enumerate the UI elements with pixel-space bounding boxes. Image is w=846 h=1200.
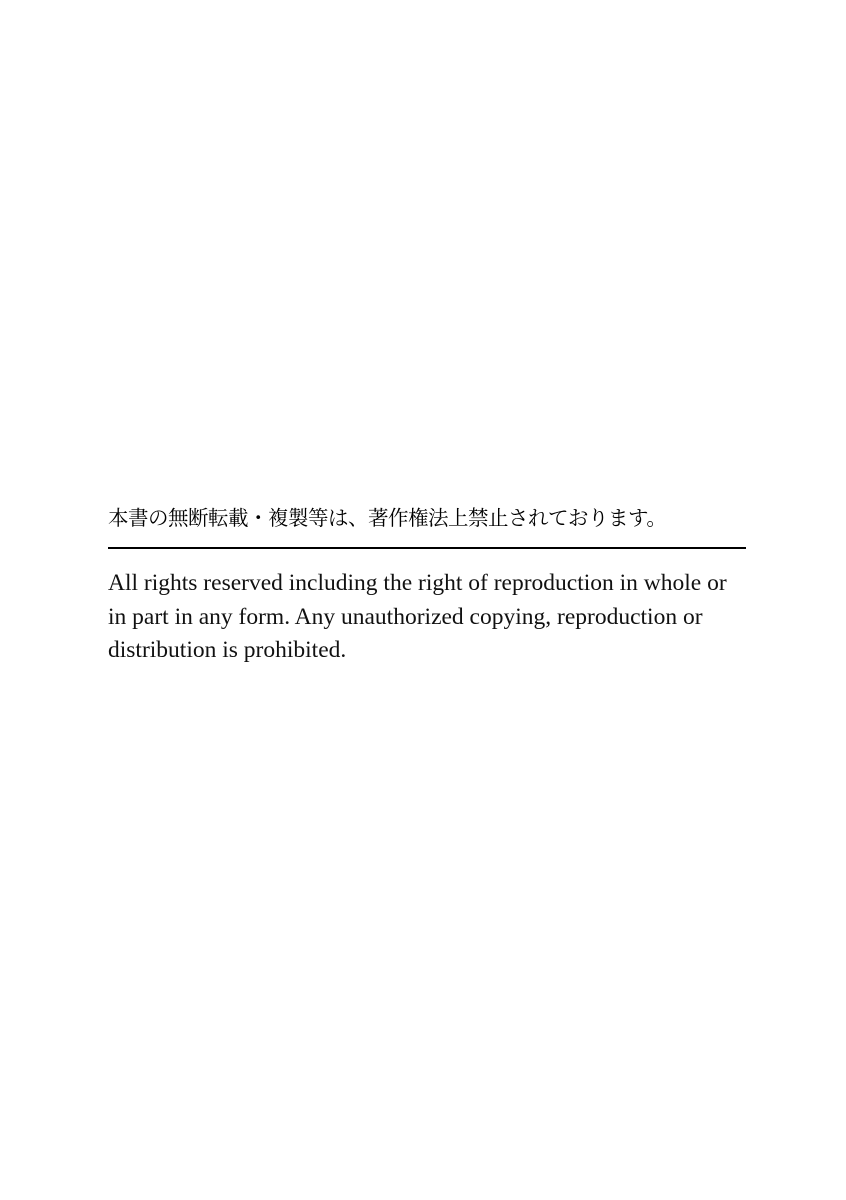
horizontal-rule	[108, 547, 746, 550]
copyright-notice-english: All rights reserved including the right of reproduction in whole or in part in any form. Any unauthorized copying, reproduction or distribution is prohibited.	[108, 570, 727, 663]
copyright-notice-japanese: 本書の無断転載・複製等は、著作権法上禁止されております。	[108, 506, 667, 530]
copyright-block	[108, 505, 748, 667]
